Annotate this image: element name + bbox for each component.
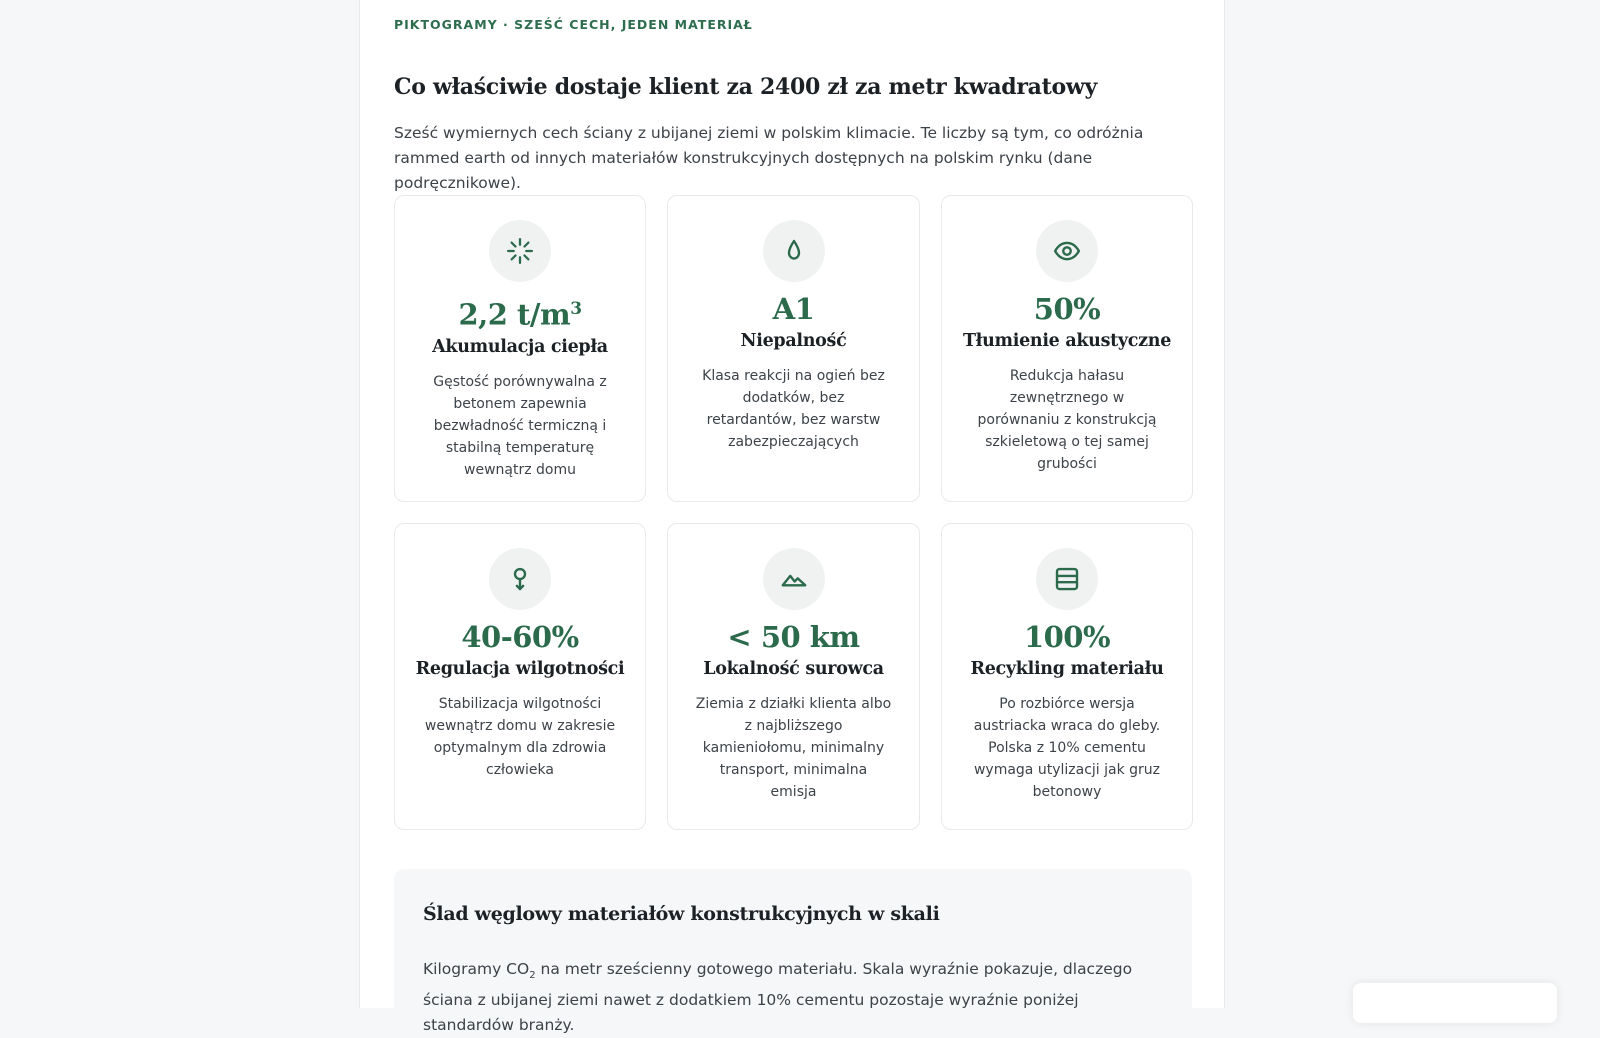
feature-label: Regulacja wilgotności [415,659,625,679]
mountain-icon [763,548,825,610]
feature-card-acoustic [941,195,1193,502]
feature-description: Po rozbiórce wersja austriacka wraca do gleby. Polska z 10% cementu wymaga utylizacji jak gruz betonowy [973,696,1161,800]
feature-description: Klasa reakcji na ogień bez dodatków, bez retardantów, bez warstw zabezpieczających [702,368,885,450]
feature-stat: A1 [772,292,815,326]
carbon-footprint-panel [394,869,1192,1035]
feature-stat: 2,2 $t/m^3$ [458,297,582,332]
feature-description: Gęstość porównywalna z betonem zapewnia bezwładność termiczną i stabilną temperaturę wewnątrz domu [433,373,607,478]
feature-card-heat [394,195,646,502]
carbon-description: Kilogramy $CO_2$ na metr sześcienny gotowego materiału. Skala wyraźnie pokazuje, dlaczego ściana z ubijanej ziemi nawet z dodatkiem 10% cementu pozostaje wyraźnie poniżej standardów branży. [423,960,1133,1035]
article-page [359,0,1225,1035]
floating-widget[interactable] [1353,983,1557,1023]
feature-description: Redukcja hałasu zewnętrznego w porównaniu z konstrukcją szkieletową o tej samej grubości [977,368,1157,472]
feature-label: Recykling materiału [970,659,1164,679]
feature-card-humidity [394,523,646,830]
section-eyebrow: PIKTOGRAMY · SZEŚĆ CECH, JEDEN MATERIAŁ [394,17,753,32]
feature-label: Niepalność [740,331,847,351]
feature-description: Stabilizacja wilgotności wewnątrz domu w zakresie optymalnym dla zdrowia człowieka [424,696,616,778]
carbon-title: Ślad węglowy materiałów konstrukcyjnych w skali [423,903,940,925]
feature-label: Tłumienie akustyczne [962,331,1172,351]
feature-stat: 40-60% [461,620,579,654]
feature-label: Akumulacja ciepła [432,336,608,357]
feature-stat: 100% [1023,620,1111,654]
section-lead: Sześć wymiernych cech ściany z ubijanej ziemi w polskim klimacie. Te liczby są tym, co odróżnia rammed earth od innych materiałów konstrukcyjnych dostępnych na polskim rynku (dane podręcznikowe). [394,124,1144,192]
sparkle-icon [489,220,551,282]
feature-stat: 50% [1033,292,1101,326]
feature-description: Ziemia z działki klienta albo z najbliższego kamieniołomu, minimalny transport, minimalna emisja [695,696,892,800]
feature-card-fire [667,195,920,502]
features-grid [394,195,1192,830]
eye-icon [1036,220,1098,282]
feature-label: Lokalność surowca [703,659,884,679]
feature-card-recycling [941,523,1193,830]
section-title: Co właściwie dostaje klient za 2400 zł za metr kwadratowy [394,74,1097,100]
feature-card-local [667,523,920,830]
feature-stat: < 50 km [727,620,860,654]
location-pin-icon [489,548,551,610]
drop-icon [763,220,825,282]
layers-box-icon [1036,548,1098,610]
